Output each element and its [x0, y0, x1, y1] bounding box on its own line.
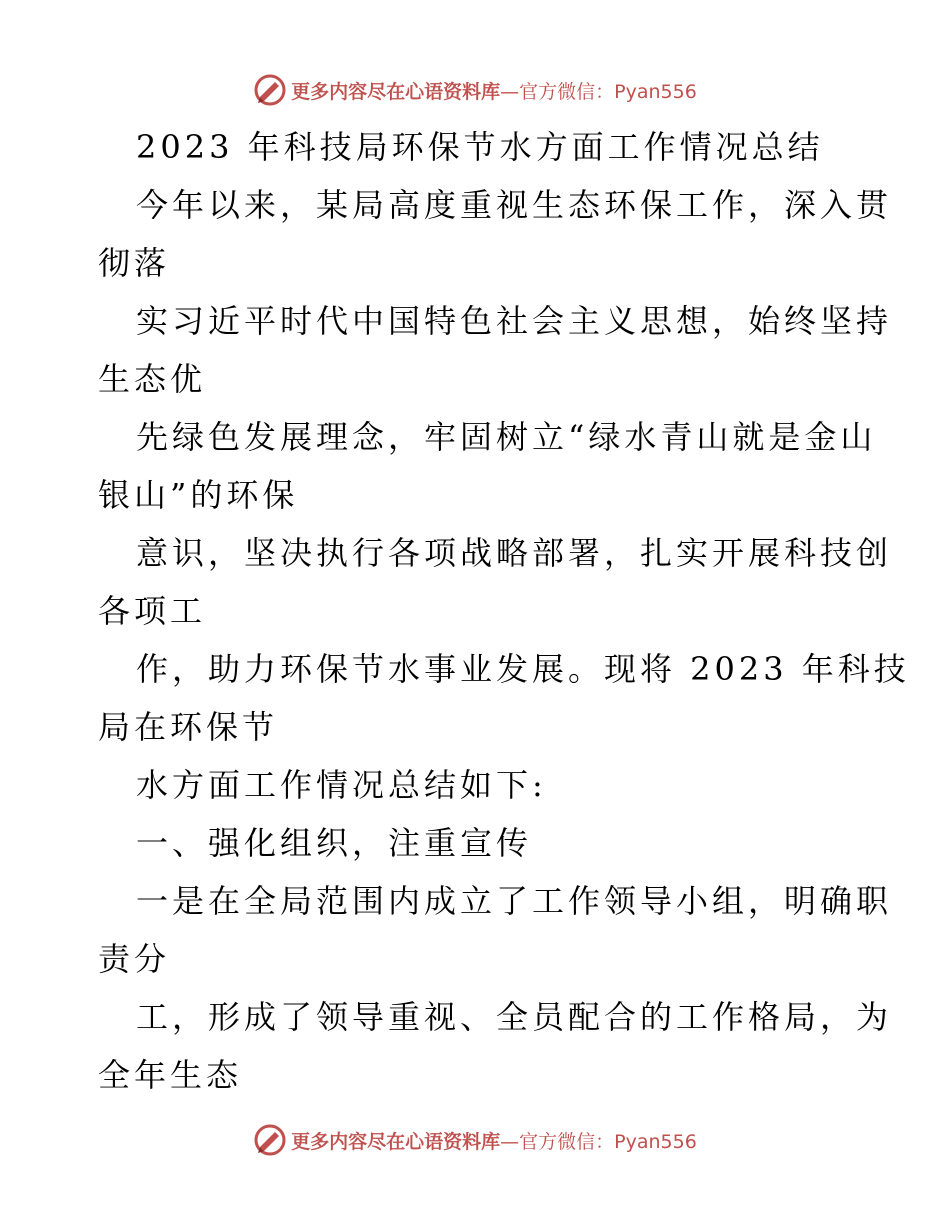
text-line: 作，助力环保节水事业发展。现将 2023 年科技 — [136, 650, 910, 688]
document-title: 2023 年科技局环保节水方面工作情况总结 — [136, 128, 824, 166]
text-line: 局在环保节 — [98, 708, 279, 746]
text-line: 水方面工作情况总结如下: — [136, 766, 547, 804]
banner-right-text: —官方微信：Pyan556 — [500, 1130, 697, 1153]
text-line: 先绿色发展理念，牢固树立“绿水青山就是金山 — [136, 418, 877, 456]
text-line: 各项工 — [98, 592, 207, 630]
text-line: 彻落 — [98, 244, 171, 282]
banner-left-text: 更多内容尽在心语资料库 — [291, 80, 501, 103]
text-line: 生态优 — [98, 360, 207, 398]
text-line: 实习近平时代中国特色社会主义思想，始终坚持 — [136, 302, 893, 340]
text-line: 责分 — [98, 940, 171, 978]
pen-logo-icon — [253, 1123, 287, 1157]
banner-right-text: —官方微信：Pyan556 — [500, 80, 697, 103]
footer-watermark-banner — [0, 1120, 950, 1160]
text-line: 全年生态 — [98, 1056, 243, 1094]
pen-logo-icon — [253, 73, 287, 107]
section-heading: 一、强化组织，注重宣传 — [136, 824, 533, 862]
text-line: 银山”的环保 — [98, 476, 299, 514]
banner-left-text: 更多内容尽在心语资料库 — [291, 1130, 501, 1153]
text-line: 今年以来，某局高度重视生态环保工作，深入贯 — [136, 186, 893, 224]
text-line: 一是在全局范围内成立了工作领导小组，明确职 — [136, 882, 893, 920]
text-line: 意识，坚决执行各项战略部署，扎实开展科技创 — [136, 534, 893, 572]
text-line: 工，形成了领导重视、全员配合的工作格局，为 — [136, 998, 893, 1036]
header-watermark-banner — [0, 70, 950, 110]
